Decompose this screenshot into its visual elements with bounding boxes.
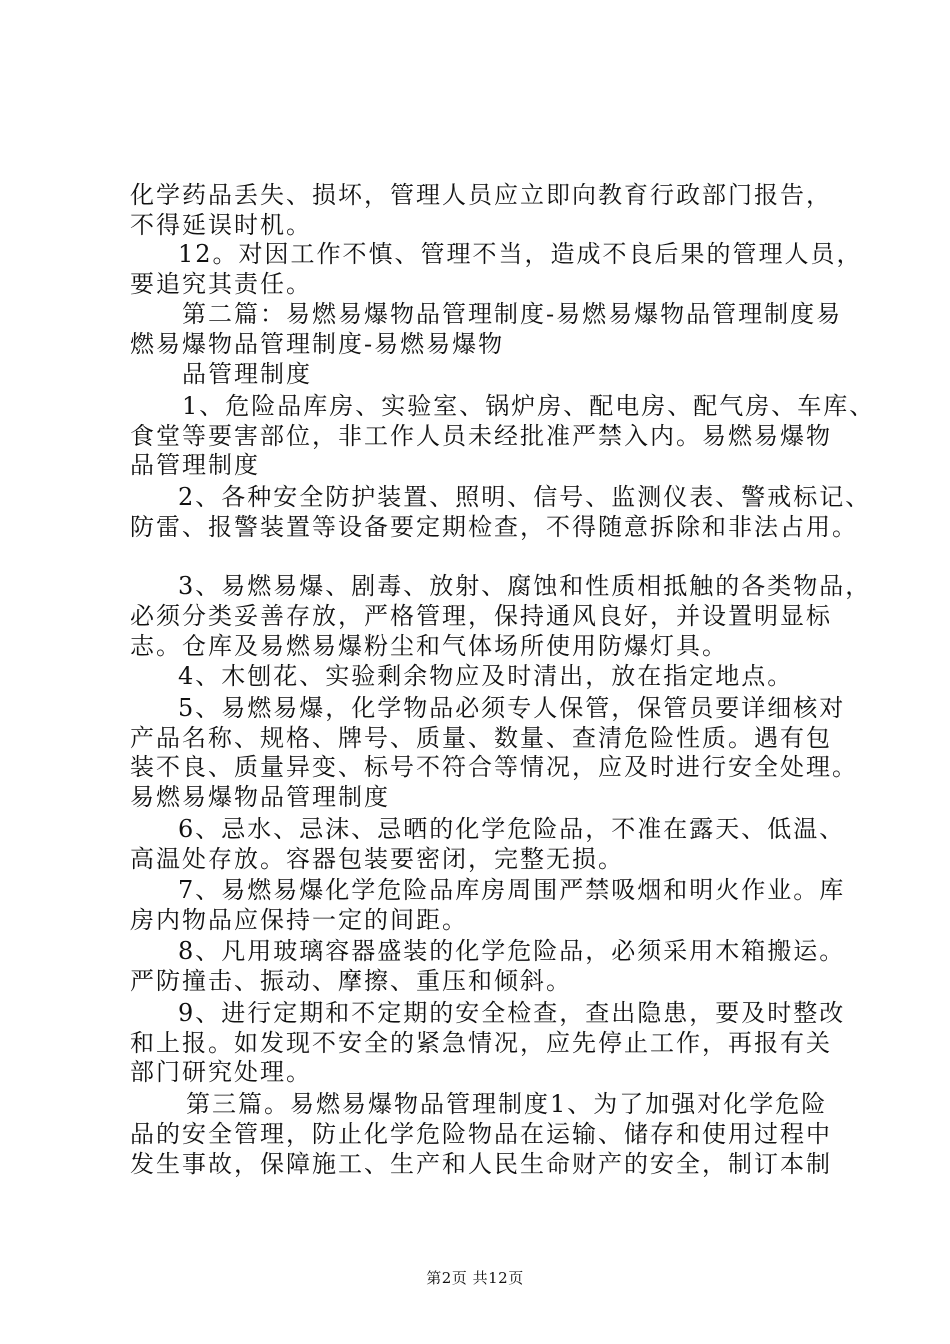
text-line: 品管理制度 [130,451,260,479]
text-line: 6、忌水、忌沫、忌晒的化学危险品，不准在露天、低温、 [178,815,846,843]
text-line: 易燃易爆物品管理制度 [130,783,390,811]
text-line: 防雷、报警装置等设备要定期检查，不得随意拆除和非法占用。 [130,513,858,541]
text-line: 12。对因工作不慎、管理不当，造成不良后果的管理人员， [178,240,863,268]
text-line: 不得延误时机。 [130,211,312,239]
text-line: 食堂等要害部位，非工作人员未经批准严禁入内。易燃易爆物 [130,422,832,450]
text-line: 必须分类妥善存放，严格管理，保持通风良好，并设置明显标 [130,602,832,630]
text-line: 4、木刨花、实验剩余物应及时清出，放在指定地点。 [178,662,794,690]
text-line: 1、危险品库房、实验室、锅炉房、配电房、配气房、车库、 [182,392,876,420]
text-line: 部门研究处理。 [130,1058,312,1086]
text-line: 2、各种安全防护装置、照明、信号、监测仪表、警戒标记、 [178,483,872,511]
section-heading: 第二篇：易燃易爆物品管理制度-易燃易爆物品管理制度易 [182,300,843,328]
text-line: 发生事故，保障施工、生产和人民生命财产的安全，制订本制 [130,1150,832,1178]
text-line: 化学药品丢失、损坏，管理人员应立即向教育行政部门报告， [130,181,832,209]
text-line: 9、进行定期和不定期的安全检查，查出隐患，要及时整改 [178,999,846,1027]
text-line: 3、易燃易爆、剧毒、放射、腐蚀和性质相抵触的各类物品， [178,572,872,600]
text-line: 要追究其责任。 [130,270,312,298]
text-line: 品管理制度 [182,360,312,388]
text-line: 房内物品应保持一定的间距。 [130,906,468,934]
text-line: 严防撞击、振动、摩擦、重压和倾斜。 [130,967,572,995]
text-line: 7、易燃易爆化学危险品库房周围严禁吸烟和明火作业。库 [178,876,846,904]
page-number-footer: 第2页 共12页 [426,1269,524,1287]
text-line: 产品名称、规格、牌号、质量、数量、查清危险性质。遇有包 [130,724,832,752]
text-line: 装不良、质量异变、标号不符合等情况，应及时进行安全处理。 [130,753,858,781]
text-line: 和上报。如发现不安全的紧急情况，应先停止工作，再报有关 [130,1029,832,1057]
text-line: 志。仓库及易燃易爆粉尘和气体场所使用防爆灯具。 [130,632,728,660]
text-line: 8、凡用玻璃容器盛装的化学危险品，必须采用木箱搬运。 [178,937,846,965]
text-line: 燃易爆物品管理制度-易燃易爆物 [130,330,505,358]
text-line: 高温处存放。容器包装要密闭，完整无损。 [130,845,624,873]
text-line: 品的安全管理，防止化学危险物品在运输、储存和使用过程中 [130,1120,832,1148]
section-heading: 第三篇。易燃易爆物品管理制度1、为了加强对化学危险 [186,1090,828,1118]
text-line: 5、易燃易爆，化学物品必须专人保管，保管员要详细核对 [178,694,846,722]
